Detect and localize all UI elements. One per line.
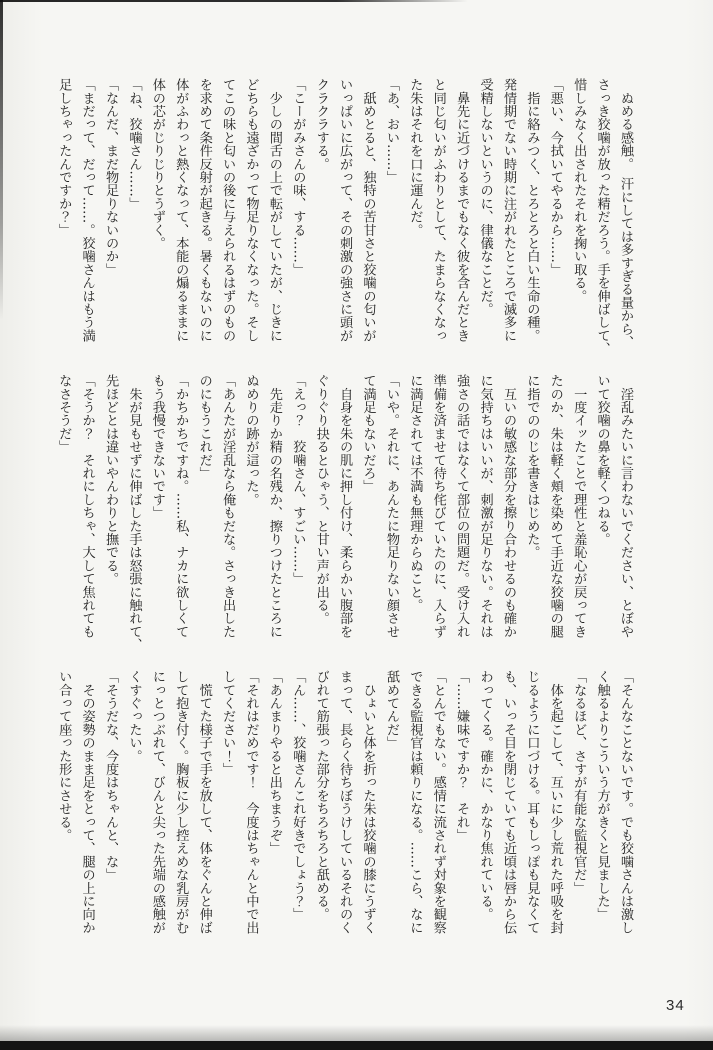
text-column: 準備を済ませて待ち侘びていたのに、入らず — [430, 374, 446, 638]
text-column: 互いの敏感な部分を擦り合わせるのも確か — [500, 374, 516, 638]
text-column: ぬめりの跡が這った。 — [243, 374, 259, 506]
text-column: 「とんでもない。感情に流されず対象を観察 — [430, 670, 446, 934]
text-column: に満足されては不満も無理からぬこと。 — [407, 374, 423, 612]
text-column: 体を起こして、互いに少し荒れた呼吸を封 — [547, 670, 563, 934]
text-column: 「あんまりやると出ちまうぞ」 — [266, 670, 282, 855]
text-column: ぐりぐり抉るとひゃう、と甘い声が出る。 — [313, 374, 329, 625]
text-column: 「こーがみさんの味、する……」 — [290, 78, 306, 276]
text-column: た朱はそれを口に運んだ。 — [407, 78, 423, 237]
text-band-middle — [52, 374, 637, 656]
text-column: い合って座った形にさせる。 — [56, 670, 72, 842]
text-column: 淫乱みたいに言わないでください、とぼや — [618, 374, 633, 638]
scan-edge-top — [0, 0, 468, 2]
text-column: できる監視官は頼りになる。……こら、なに — [407, 670, 423, 934]
text-column: 「そんなことないです。でも狡噛さんは激し — [618, 670, 633, 934]
text-column: 一度イッたことで理性と羞恥心が戻ってき — [571, 374, 587, 638]
text-column: 体の芯がじりじりとうずく。 — [149, 78, 165, 250]
text-column: てこの味と匂いの後に与えられるはずのもの — [220, 78, 236, 342]
text-column: 先走りか精の名残か、擦りつけたところに — [266, 374, 282, 638]
text-column: 慌てた様子で手を放して、体をぐんと伸ば — [196, 670, 212, 934]
text-column: どちらも遠ざかって物足りなくなった。そし — [243, 78, 259, 342]
text-column: 体がふわっと熱くなって、本能の煽るままに — [173, 78, 189, 342]
text-column: くすぐったい。 — [126, 670, 142, 763]
text-column: 「ね、狡噛さん……」 — [126, 78, 142, 210]
text-band-top — [52, 78, 637, 362]
text-column: 舐めてんだ」 — [383, 670, 399, 750]
text-column: 惜しみなく出されたそれを掬い取る。 — [571, 78, 587, 303]
text-column: じるように口づける。耳もしっぽも見なくて — [524, 670, 540, 934]
text-column: 発情期でない時期に注がれたところで滅多に — [500, 78, 516, 342]
text-column: 朱が見もせずに伸ばした手は怒張に触れて、 — [126, 374, 142, 652]
text-column: 先ほどとは違いやんわりと撫でる。 — [103, 374, 119, 586]
text-column: 舐めとると、独特の苦甘さと狡噛の匂いが — [360, 78, 376, 342]
text-column: その姿勢のまま足をとって、腿の上に向か — [79, 670, 95, 934]
text-column: を求めて条件反射が起きる。暑くもないのに — [196, 78, 212, 342]
text-column: 「……嫌味ですか？ それ」 — [454, 670, 470, 842]
text-column: してください！」 — [220, 670, 236, 776]
text-column: 「あんたが淫乱なら俺もだな。さっき出した — [220, 374, 236, 638]
scan-bottom-shadow — [0, 1025, 713, 1041]
text-column: なさそうだ」 — [56, 374, 72, 454]
text-column: 「いや。それに、あんたに物足りない顔させ — [383, 374, 399, 638]
text-column: て満足もないだろ」 — [360, 374, 376, 493]
text-column: 「そうか？ それにしちゃ、大して焦れても — [79, 374, 95, 638]
text-column: にっとつぶれて、びんと尖った先端の感触が — [149, 670, 165, 934]
text-column: と同じ匂いがふわりとして、たまらなくなっ — [430, 78, 446, 342]
text-column: 「あ、おい……」 — [383, 78, 399, 184]
text-column: もう我慢できないです」 — [149, 374, 165, 520]
text-column: く触るよりこういう方がきくと見ました」 — [594, 670, 610, 921]
text-column: ひょいと体を折った朱は狡噛の膝にうずく — [360, 670, 376, 934]
text-column: さっき狡噛が放った精だろう。手を伸ばして、 — [594, 78, 610, 356]
text-column: いっぱいに広がって、その刺激の強さに頭が — [337, 78, 353, 342]
text-column: に気持ちはいいが、刺激が足りない。それは — [477, 374, 493, 638]
text-column: 受精しないというのに、律儀なことだ。 — [477, 78, 493, 316]
text-column: 「ん……、狡噛さんこれ好きでしょう？」 — [290, 670, 306, 921]
text-column: のにもうこれだ」 — [196, 374, 212, 480]
text-column: 「かちかちですね。……私、ナカに欲しくて — [173, 374, 189, 638]
scan-edge-bottom — [0, 1041, 713, 1050]
text-column: 「なんだ、まだ物足りないのか」 — [103, 78, 119, 276]
scan-edge-left — [0, 0, 3, 320]
text-column: まって、長らく待ちぼうけしているそれのく — [337, 670, 353, 934]
text-column: 「悪い、今拭いてやるから……」 — [547, 78, 563, 276]
text-column: 指に絡みつく、とろとろと白い生命の種。 — [524, 78, 540, 342]
text-column: に指でののじを書きはじめた。 — [524, 374, 540, 559]
text-column: 鼻先に近づけるまでもなく彼を含んだとき — [454, 78, 470, 342]
text-column: 「えっ？ 狡噛さん、すごい……」 — [290, 374, 306, 586]
text-column: 足しちゃったんですか？」 — [56, 78, 72, 237]
text-column: して抱き付く。胸板に少し控えめな乳房がむ — [173, 670, 189, 934]
page-number: 34 — [666, 997, 685, 1014]
text-column: クラクラする。 — [313, 78, 329, 171]
text-column: わってくる。確かに、かなり焦れている。 — [477, 670, 493, 921]
text-column: 強さの話ではなくて部位の問題だ。受け入れ — [454, 374, 470, 638]
text-column: も、いっそ目を閉じていても近頃は唇から伝 — [500, 670, 516, 934]
text-column: ぬめる感触。 汗にしては多すぎる量から、 — [618, 78, 633, 349]
text-column: いて狡噛の鼻を軽くつねる。 — [594, 374, 610, 546]
text-column: 「なるほど、さすが有能な監視官だ」 — [571, 670, 587, 895]
text-column: 自身を朱の肌に押し付け、柔らかい腹部を — [337, 374, 353, 638]
text-column: びれて筋張った部分をちろちろと舐める。 — [313, 670, 329, 921]
text-column: たのか、朱は軽く頬を染めて手近な狡噛の腿 — [547, 374, 563, 638]
text-column: 少しの間舌の上で転がしていたが、じきに — [266, 78, 282, 342]
text-column: 「まだって、だって……。狡噛さんはもう満 — [79, 78, 95, 342]
text-column: 「そうだな、今度はちゃんと、な」 — [103, 670, 119, 882]
text-column: 「それはだめです！ 今度はちゃんと中で出 — [243, 670, 259, 934]
text-band-bottom — [52, 670, 637, 964]
